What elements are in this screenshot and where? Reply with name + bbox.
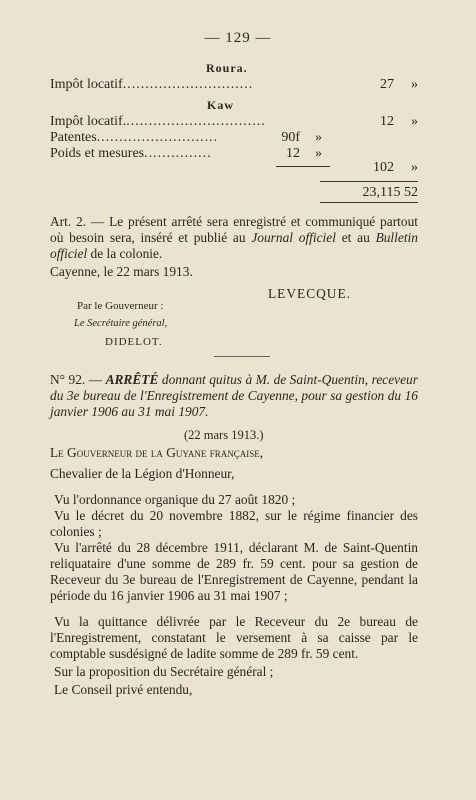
- decree-subtitle: donnant quitus à M. de Saint-Quentin, receveur du 3e bureau de l'Enregistrement de Cayenne, pour sa gestion du 16 janvier 1906 au 31 mai 1907.: [50, 372, 418, 419]
- article-label: Art. 2. —: [50, 214, 105, 229]
- kaw-poids-row: [50, 146, 212, 162]
- signature-par: Par le Gouverneur :: [77, 300, 164, 312]
- kaw-impot-row: [50, 114, 266, 130]
- kaw-poids-label: Poids et mesures: [50, 146, 145, 161]
- kaw-patentes-label: Patentes: [50, 130, 97, 145]
- signature-secretaire: Le Secrétaire général,: [74, 318, 168, 329]
- decree-title: ARRÊTÉ: [105, 372, 159, 387]
- roura-impot-row: [50, 77, 253, 93]
- decree-vu-1: Vu l'ordonnance organique du 27 août 1820 ;: [54, 492, 296, 507]
- leader-dots: ...............................: [126, 114, 266, 129]
- decree-vu-4: Vu la quittance délivrée par le Receveur du 2e bureau de l'Enregistrement, constatant le versement à sa caisse par le comptable susdésigné de ladite somme de 289 fr. 59 cent.: [50, 614, 418, 661]
- kaw-poids-value: 12: [286, 146, 300, 161]
- decree-gouverneur: Le Gouverneur de la Guyane française,: [50, 445, 264, 460]
- total-rule-bottom: [320, 202, 418, 203]
- decree-chevalier: Chevalier de la Légion d'Honneur,: [50, 466, 235, 481]
- kaw-patentes-value: 90f: [281, 130, 300, 145]
- grand-total: 23,115 52: [362, 185, 418, 200]
- roura-impot-value: 27: [380, 77, 394, 92]
- leader-dots: ...........................: [96, 130, 219, 145]
- roura-impot-unit: »: [411, 77, 418, 92]
- page-number: — 129 —: [204, 30, 272, 46]
- kaw-impot-value: 12: [380, 114, 394, 129]
- kaw-patentes-unit: »: [315, 130, 322, 145]
- kaw-impot-unit: »: [411, 114, 418, 129]
- decree-vu-3: Vu l'arrêté du 28 décembre 1911, déclarant M. de Saint-Quentin reliquataire d'une somme de 289 fr. 59 cent. pour sa gestion de Receveur du 3e bureau de l'Enregistrement de Cayenne, pendant la période du 16 janvier 1906 au 31 mai 1907 ;: [50, 540, 418, 603]
- total-rule-top: [320, 181, 418, 182]
- kaw-impot-label: Impôt locatif.: [50, 114, 127, 129]
- leader-dots: ...............: [144, 146, 212, 161]
- signature-name: LEVECQUE.: [268, 286, 352, 301]
- subtotal-rule: [276, 166, 330, 167]
- decree-heading: [50, 372, 418, 420]
- article-2-paragraph: [50, 214, 418, 262]
- decree-date: (22 mars 1913.): [184, 428, 264, 442]
- roura-impot-label: Impôt locatif: [50, 77, 123, 92]
- kaw-patentes-row: [50, 130, 218, 146]
- signature-secretaire-name: DIDELOT.: [105, 336, 163, 348]
- kaw-subtotal-value: 102: [373, 160, 394, 175]
- decree-vu-2: Vu le décret du 20 novembre 1882, sur le régime financier des colonies ;: [50, 508, 418, 539]
- separator-rule: [214, 356, 270, 357]
- leader-dots: .............................: [122, 77, 254, 92]
- article-text-1: Le présent arrêté sera enregistré et communiqué partout où besoin sera, inséré et publié au: [50, 214, 418, 245]
- kaw-subtotal-unit: »: [411, 160, 418, 175]
- article-text-2: et au: [341, 230, 370, 245]
- section-heading-roura: Roura.: [206, 61, 248, 75]
- signature-date: Cayenne, le 22 mars 1913.: [50, 264, 193, 279]
- decree-number: N° 92. —: [50, 372, 103, 387]
- section-heading-kaw: Kaw: [207, 98, 234, 112]
- article-bulletin: Bulletin officiel: [50, 230, 418, 261]
- article-text-3: de la colonie.: [90, 246, 163, 261]
- kaw-poids-unit: »: [315, 146, 322, 161]
- decree-sur-proposition: Sur la proposition du Secrétaire général ;: [54, 664, 274, 679]
- decree-conseil: Le Conseil privé entendu,: [54, 682, 193, 697]
- article-journal: Journal officiel: [251, 230, 336, 245]
